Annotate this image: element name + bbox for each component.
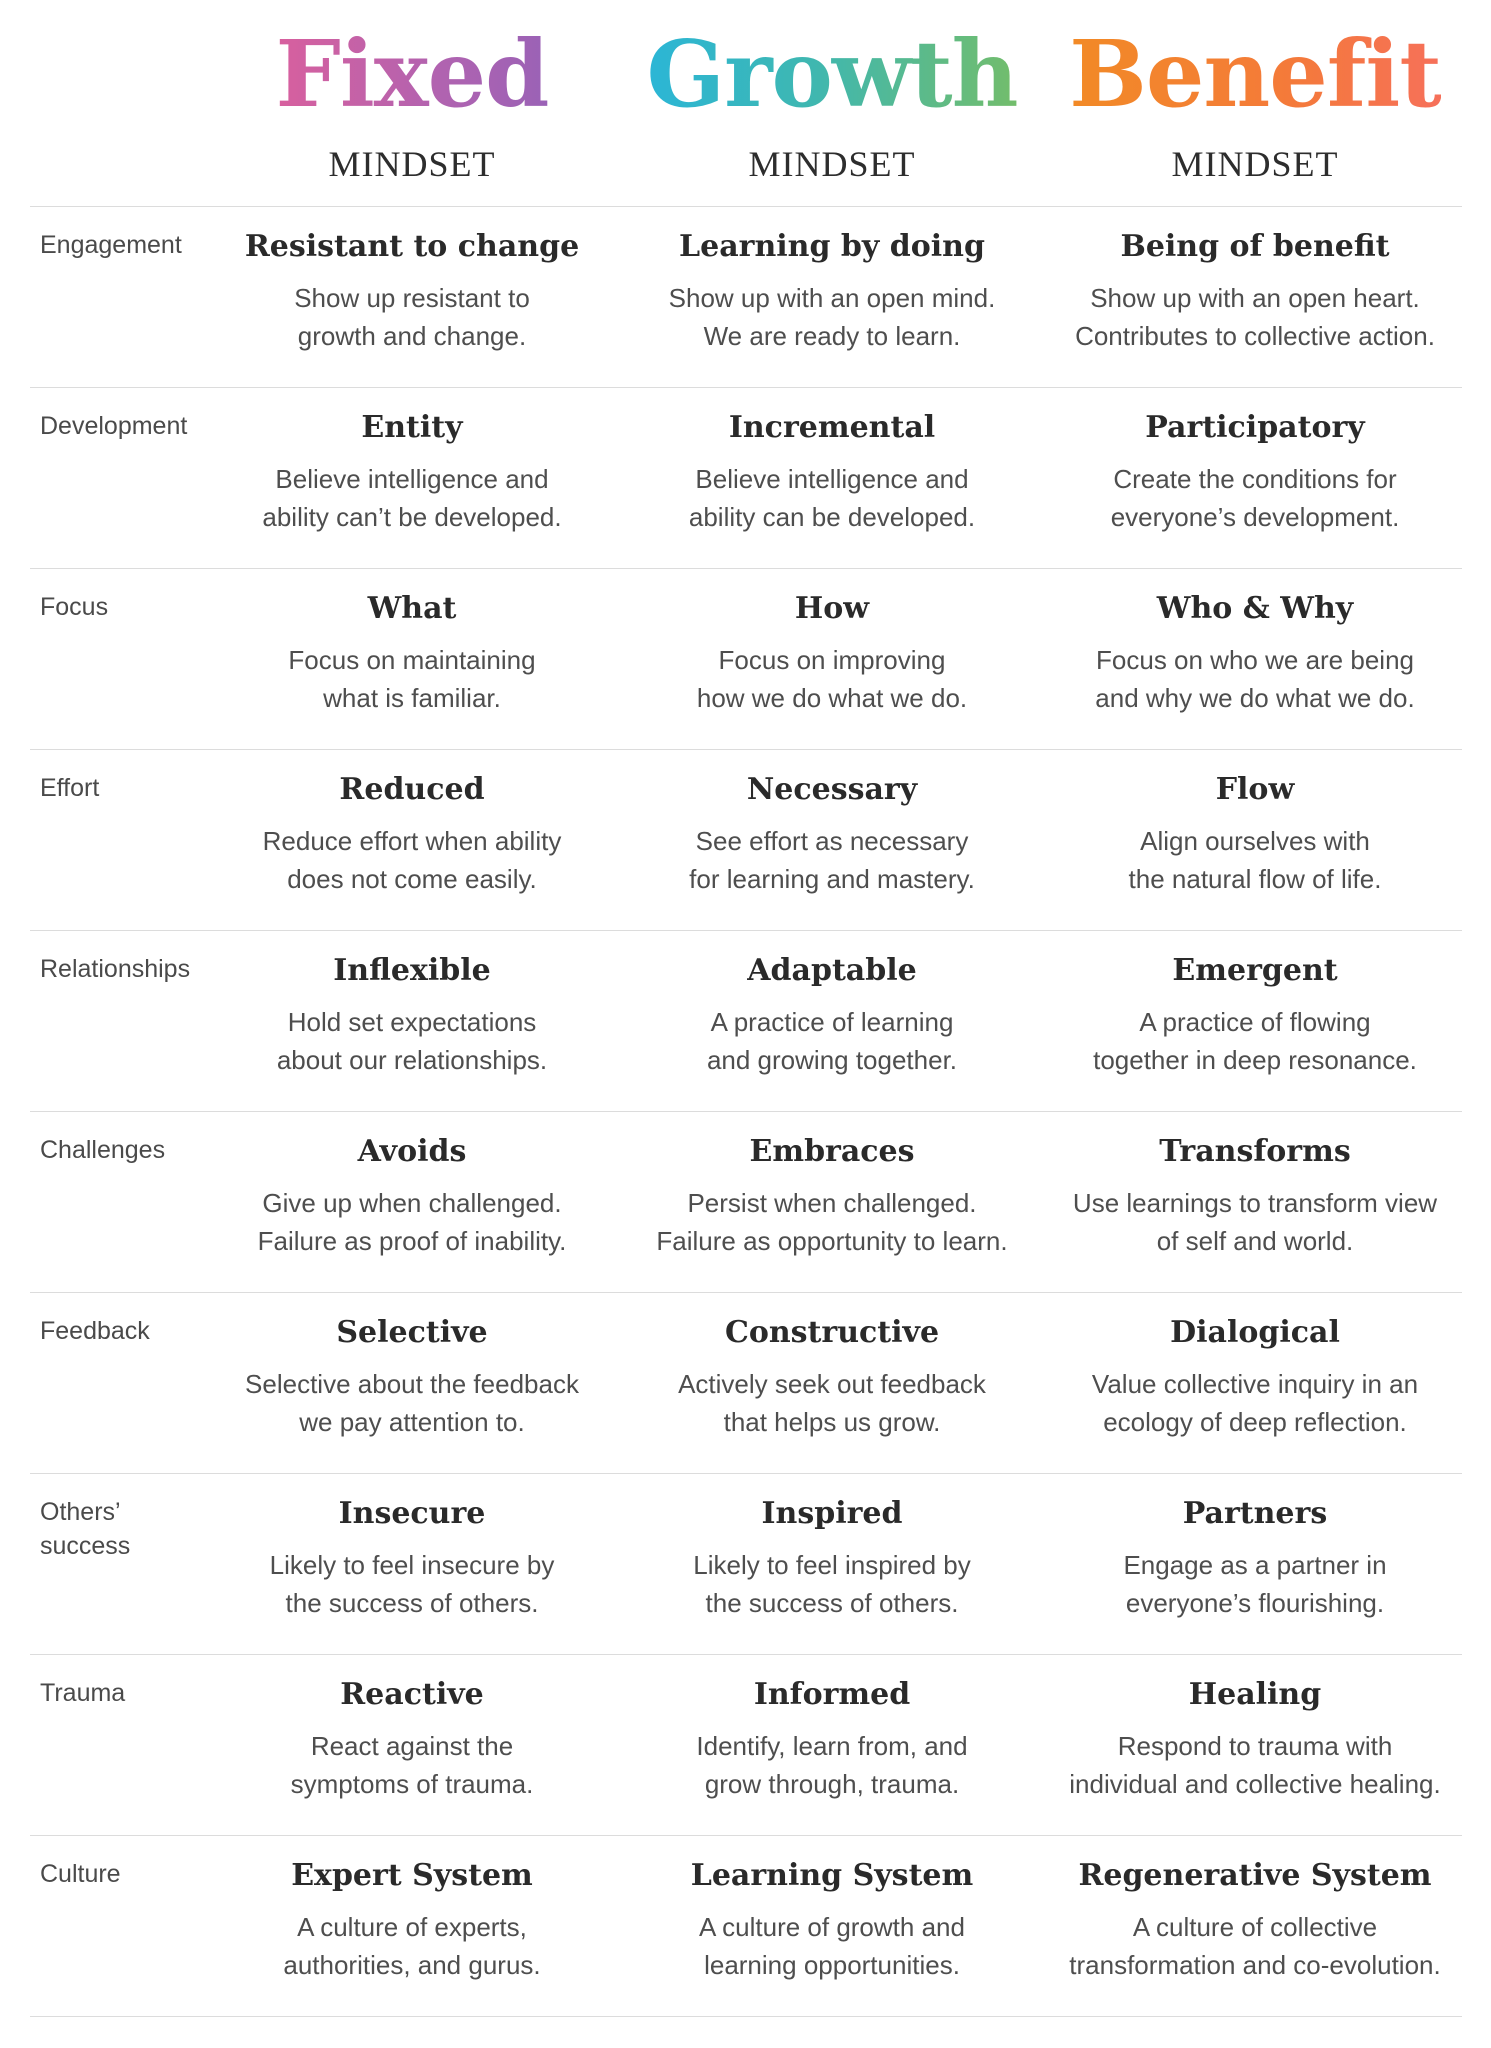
row-label: Culture [40,1860,121,1888]
cell-description: A culture of growth and learning opportunities. [699,1912,965,1980]
table-row-others-success [30,1473,1462,1654]
table-row-challenges [30,1111,1462,1292]
table-row-culture [30,1835,1462,2017]
cell-title: Healing [1188,1677,1322,1712]
growth-cell [622,1132,1042,1260]
benefit-title: Benefit [1069,20,1441,128]
cell-description: React against the symptoms of trauma. [290,1731,534,1799]
table-row-effort [30,749,1462,930]
fixed-cell [202,1313,622,1441]
benefit-cell [1045,1856,1465,1984]
cell-title: Participatory [1145,410,1365,445]
cell-title: Learning by doing [679,229,985,264]
benefit-cell [1045,1313,1465,1441]
benefit-cell [1045,1494,1465,1622]
table-row-relationships [30,930,1462,1111]
growth-cell [622,589,1042,717]
cell-description: Focus on who we are being and why we do what we do. [1095,645,1415,713]
cell-description: A culture of collective transformation and co-evolution. [1069,1912,1441,1980]
cell-title: Necessary [746,772,918,807]
fixed-cell [202,1856,622,1984]
fixed-cell [202,770,622,898]
cell-description: Identify, learn from, and grow through, trauma. [696,1731,968,1799]
fixed-mindset-heading [202,22,622,184]
table-row-focus [30,568,1462,749]
mindset-comparison-table [30,206,1462,2017]
cell-title: Insecure [338,1496,486,1531]
cell-description: Persist when challenged. Failure as opportunity to learn. [656,1188,1008,1256]
mindset-header [0,22,1491,182]
row-label: Effort [40,774,100,802]
row-label: Focus [40,593,109,621]
cell-description: Likely to feel insecure by the success of others. [269,1550,555,1618]
cell-title: Expert System [291,1858,533,1893]
cell-title: What [367,591,457,626]
cell-description: Value collective inquiry in an ecology of deep reflection. [1091,1369,1419,1437]
row-label: Engagement [40,231,182,259]
fixed-subtitle: MINDSET [328,144,496,184]
cell-description: Likely to feel inspired by the success of others. [693,1550,971,1618]
cell-title: Being of benefit [1120,229,1390,264]
row-label: Development [40,412,188,440]
cell-description: Show up with an open mind. We are ready to learn. [668,283,996,351]
growth-cell [622,1494,1042,1622]
benefit-cell [1045,770,1465,898]
table-row-development [30,387,1462,568]
cell-description: Align ourselves with the natural flow of life. [1128,826,1382,894]
cell-description: A culture of experts, authorities, and gurus. [283,1912,541,1980]
cell-title: Who & Why [1156,591,1354,626]
cell-title: Resistant to change [244,229,580,264]
cell-description: Reduce effort when ability does not come easily. [262,826,562,894]
growth-cell [622,1313,1042,1441]
cell-description: Respond to trauma with individual and collective healing. [1069,1731,1441,1799]
benefit-cell [1045,408,1465,536]
growth-cell [622,408,1042,536]
benefit-subtitle: MINDSET [1171,144,1339,184]
cell-title: Constructive [724,1315,940,1350]
growth-subtitle: MINDSET [748,144,916,184]
cell-title: Reduced [339,772,485,807]
growth-cell [622,1675,1042,1803]
cell-description: Show up resistant to growth and change. [294,283,530,351]
cell-title: Emergent [1172,953,1338,988]
fixed-cell [202,1132,622,1260]
benefit-cell [1045,951,1465,1079]
benefit-cell [1045,1675,1465,1803]
cell-description: Focus on improving how we do what we do. [696,645,968,713]
row-label: Feedback [40,1317,150,1345]
cell-title: Partners [1182,1496,1328,1531]
row-label: Challenges [40,1136,166,1164]
cell-description: A practice of learning and growing together. [706,1007,958,1075]
fixed-cell [202,408,622,536]
table-row-feedback [30,1292,1462,1473]
cell-title: Inspired [761,1496,903,1531]
cell-title: Transforms [1159,1134,1351,1169]
growth-cell [622,1856,1042,1984]
row-label: Others’ success [40,1498,131,1560]
cell-title: Embraces [749,1134,915,1169]
cell-description: Believe intelligence and ability can be developed. [688,464,976,532]
growth-cell [622,770,1042,898]
fixed-cell [202,227,622,355]
cell-description: Selective about the feedback we pay attention to. [245,1369,579,1437]
cell-title: Entity [361,410,463,445]
cell-description: Engage as a partner in everyone’s flourishing. [1123,1550,1387,1618]
cell-title: Incremental [728,410,936,445]
cell-description: Believe intelligence and ability can’t be developed. [262,464,562,532]
cell-title: Dialogical [1170,1315,1340,1350]
cell-title: Reactive [340,1677,484,1712]
benefit-cell [1045,227,1465,355]
benefit-mindset-heading [1045,22,1465,184]
row-label: Relationships [40,955,191,983]
fixed-cell [202,951,622,1079]
cell-description: Focus on maintaining what is familiar. [288,645,536,713]
cell-title: Selective [336,1315,488,1350]
fixed-cell [202,589,622,717]
growth-cell [622,951,1042,1079]
table-row-trauma [30,1654,1462,1835]
cell-title: Adaptable [747,953,917,988]
cell-description: See effort as necessary for learning and mastery. [689,826,975,894]
cell-title: Avoids [357,1134,467,1169]
cell-description: Show up with an open heart. Contributes to collective action. [1075,283,1435,351]
cell-title: How [794,591,870,626]
cell-description: Give up when challenged. Failure as proof of inability. [257,1188,567,1256]
benefit-cell [1045,589,1465,717]
cell-description: Hold set expectations about our relationships. [276,1007,548,1075]
growth-mindset-heading [622,22,1042,184]
cell-description: A practice of flowing together in deep resonance. [1093,1007,1417,1075]
cell-title: Informed [753,1677,911,1712]
fixed-title: Fixed [275,20,549,128]
cell-title: Inflexible [333,953,491,988]
growth-title: Growth [646,20,1018,128]
fixed-cell [202,1675,622,1803]
benefit-cell [1045,1132,1465,1260]
row-label: Trauma [40,1679,126,1707]
table-row-engagement [30,206,1462,387]
cell-title: Regenerative System [1078,1858,1432,1893]
cell-description: Use learnings to transform view of self and world. [1072,1188,1438,1256]
growth-cell [622,227,1042,355]
cell-title: Learning System [690,1858,974,1893]
cell-title: Flow [1215,772,1295,807]
cell-description: Actively seek out feedback that helps us grow. [678,1369,986,1437]
fixed-cell [202,1494,622,1622]
cell-description: Create the conditions for everyone’s development. [1110,464,1400,532]
